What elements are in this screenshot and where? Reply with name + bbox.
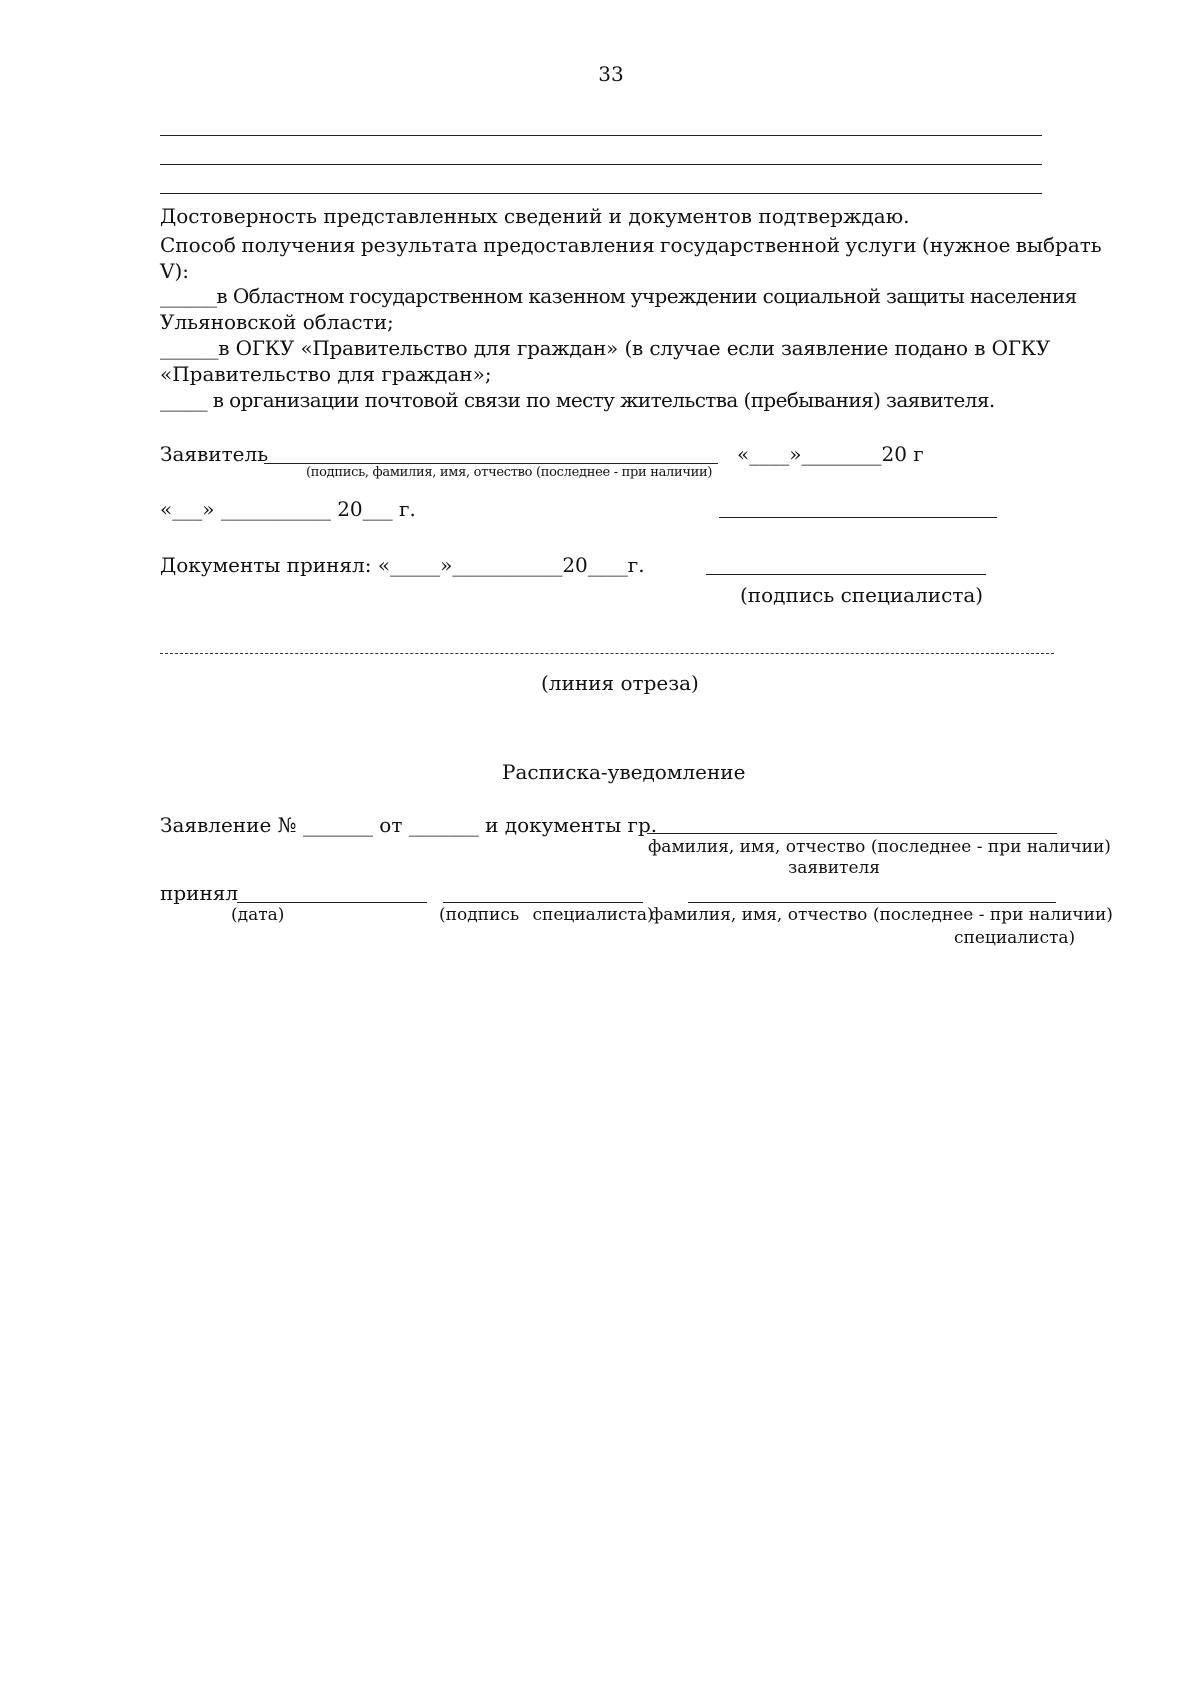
receipt-signature-line bbox=[443, 902, 643, 903]
method-line-1: Способ получения результата предоставления государственной услуги (нужное выбрать bbox=[160, 233, 1102, 257]
receipt-date-line bbox=[237, 902, 427, 903]
receipt-signature-caption: (подпись специалиста) bbox=[439, 905, 654, 925]
specialist-signature-caption: (подпись специалиста) bbox=[740, 583, 984, 607]
cut-line bbox=[160, 653, 1054, 654]
option-regional-office-2: Ульяновской области; bbox=[160, 310, 394, 334]
documents-accepted: Документы принял: «_____»___________20____г. bbox=[160, 553, 645, 577]
applicant-date: «____»________20 г bbox=[737, 442, 924, 466]
option-government-center-2: «Правительство для граждан»; bbox=[160, 362, 492, 386]
receipt-specialist-name-line bbox=[688, 902, 1056, 903]
applicant-name-caption-2: заявителя bbox=[788, 858, 881, 878]
confirmation-text: Достоверность представленных сведений и документов подтверждаю. bbox=[160, 204, 910, 228]
receipt-specialist-name-caption-2: специалиста) bbox=[954, 928, 1076, 948]
applicant-name-caption: фамилия, имя, отчество (последнее - при наличии) bbox=[648, 837, 1111, 857]
applicant-signature-line bbox=[264, 463, 718, 464]
option-government-center-1: ______в ОГКУ «Правительство для граждан» (в случае если заявление подано в ОГКУ bbox=[160, 336, 1050, 360]
receipt-date-caption: (дата) bbox=[231, 905, 285, 925]
blank-line bbox=[719, 517, 997, 518]
blank-line bbox=[160, 164, 1042, 165]
applicant-label: Заявитель bbox=[160, 442, 269, 466]
method-line-2: V): bbox=[160, 259, 189, 283]
blank-line bbox=[160, 193, 1042, 194]
receipt-statement: Заявление № _______ от _______ и документы гр. bbox=[160, 813, 658, 837]
applicant-signature-caption: (подпись, фамилия, имя, отчество (последнее - при наличии) bbox=[306, 465, 713, 480]
receipt-title: Расписка-уведомление bbox=[502, 760, 746, 784]
blank-line bbox=[160, 135, 1042, 136]
specialist-signature-line bbox=[706, 574, 986, 575]
receipt-specialist-name-caption: фамилия, имя, отчество (последнее - при наличии) bbox=[650, 905, 1113, 925]
date-row: «___» ___________ 20___ г. bbox=[160, 497, 416, 521]
cut-line-caption: (линия отреза) bbox=[541, 671, 699, 695]
page-number: 33 bbox=[598, 62, 624, 86]
option-post-office: _____ в организации почтовой связи по месту жительства (пребывания) заявителя. bbox=[160, 388, 995, 412]
applicant-name-line bbox=[647, 833, 1057, 834]
receipt-accepted-label: принял bbox=[160, 881, 239, 905]
option-regional-office-1: ______в Областном государственном казенном учреждении социальной защиты населения bbox=[160, 284, 1077, 308]
